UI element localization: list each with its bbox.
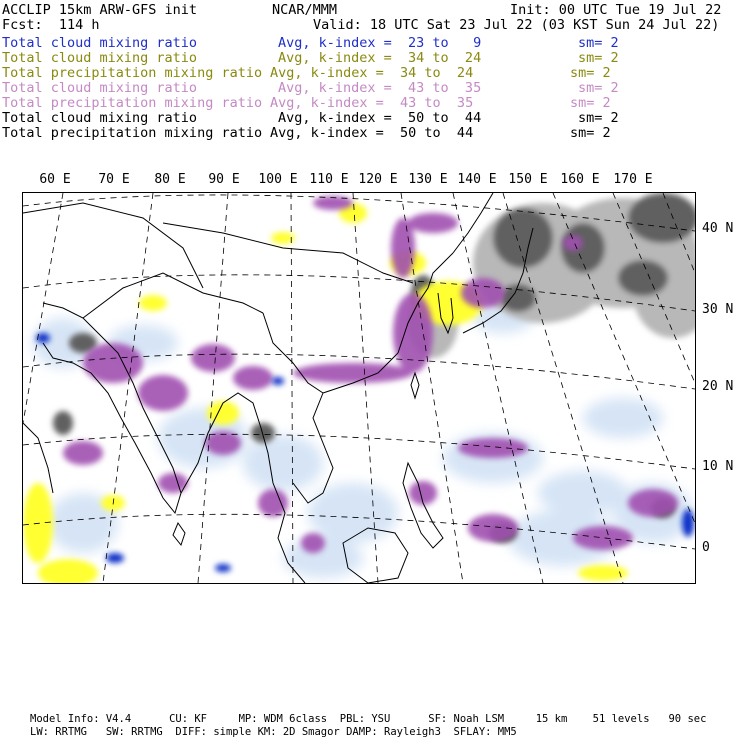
field-1-sm: sm= 2: [578, 35, 619, 51]
meridian-90e: [198, 193, 228, 583]
valid-time: Valid: 18 UTC Sat 23 Jul 22 (03 KST Sun 24 Jul 22): [313, 17, 720, 33]
high-cloud-area: [628, 489, 678, 517]
lon-label: 80 E: [154, 172, 186, 187]
meridian-100e: [291, 193, 293, 583]
cloud-top-dark: [53, 411, 73, 435]
field-4-sm: sm= 2: [578, 80, 619, 96]
lon-label: 120 E: [358, 172, 398, 187]
init-time: Init: 00 UTC Tue 19 Jul 22: [510, 2, 722, 18]
field-4-name: Total cloud mixing ratio: [2, 80, 198, 96]
forecast-hour: Fcst: 114 h: [2, 17, 100, 33]
lat-label: 20 N: [702, 379, 734, 394]
field-4-avg: Avg, k-index = 43 to 35: [278, 80, 482, 96]
field-7-sm: sm= 2: [570, 125, 611, 141]
high-cloud-area: [408, 213, 458, 233]
lat-label: 10 N: [702, 459, 734, 474]
low-cloud-spot: [106, 553, 124, 563]
model-title: ACCLIP 15km ARW-GFS init: [2, 2, 198, 18]
lon-label: 110 E: [309, 172, 349, 187]
model-info-line-2: LW: RRTMG SW: RRTMG DIFF: simple KM: 2D Smagor DAMP: Rayleigh3 SFLAY: MM5: [30, 726, 517, 738]
field-6-name: Total cloud mixing ratio: [2, 110, 198, 126]
field-1-name: Total cloud mixing ratio: [2, 35, 198, 51]
field-7-name: Total precipitation mixing ratio: [2, 125, 263, 141]
lon-label: 90 E: [208, 172, 240, 187]
cloud-top-dark: [618, 260, 668, 296]
border-mongolia: [163, 223, 413, 283]
field-6-avg: Avg, k-index = 50 to 44: [278, 110, 482, 126]
lon-label: 150 E: [508, 172, 548, 187]
cloud-top-dark: [251, 423, 275, 443]
field-5-name: Total precipitation mixing ratio: [2, 95, 263, 111]
high-cloud-area: [563, 235, 583, 251]
lon-label: 70 E: [98, 172, 130, 187]
field-5-sm: sm= 2: [570, 95, 611, 111]
field-7-avg: Avg, k-index = 50 to 44: [270, 125, 474, 141]
parallel-10n: [23, 434, 695, 469]
border-himalaya: [83, 273, 263, 318]
coast-arabia: [23, 423, 53, 493]
high-cloud-area: [83, 343, 143, 383]
field-1-avg: Avg, k-index = 23 to 9: [278, 35, 482, 51]
high-cloud-area: [301, 533, 325, 553]
lat-label: 30 N: [702, 302, 734, 317]
field-3-name: Total precipitation mixing ratio: [2, 65, 263, 81]
low-cloud-spot: [682, 509, 694, 537]
field-2-sm: sm= 2: [578, 50, 619, 66]
lon-label: 100 E: [258, 172, 298, 187]
high-cloud-area: [458, 438, 528, 458]
low-cloud-area: [583, 398, 663, 438]
lon-label: 160 E: [560, 172, 600, 187]
lat-label: 40 N: [702, 221, 734, 236]
cloud-top-dark: [628, 193, 695, 243]
mid-cloud-area: [38, 559, 98, 583]
high-cloud-area: [393, 293, 433, 373]
high-cloud-area: [63, 441, 103, 465]
org-label: NCAR/MMM: [272, 2, 338, 18]
map-panel: [22, 192, 696, 584]
field-2-avg: Avg, k-index = 34 to 24: [278, 50, 482, 66]
meridian-70e: [23, 193, 63, 423]
lon-label: 60 E: [39, 172, 71, 187]
low-cloud-area: [243, 435, 323, 491]
coast-taiwan: [411, 373, 419, 398]
coast-sri-lanka: [173, 523, 185, 545]
lon-label: 140 E: [457, 172, 497, 187]
mid-cloud-area: [578, 565, 628, 581]
forecast-map: [23, 193, 695, 583]
high-cloud-area: [258, 489, 288, 517]
high-cloud-area: [461, 278, 505, 308]
high-cloud-area: [233, 366, 273, 390]
low-cloud-spot: [272, 377, 284, 385]
cloud-top-dark: [500, 284, 536, 312]
field-6-sm: sm= 2: [578, 110, 619, 126]
high-cloud-area: [158, 473, 188, 493]
mid-cloud-area: [139, 295, 167, 311]
high-cloud-area: [573, 526, 633, 550]
lon-label: 170 E: [613, 172, 653, 187]
model-info-line-1: Model Info: V4.4 CU: KF MP: WDM 6class PBL: YSU SF: Noah LSM 15 km 51 levels 90 sec: [30, 713, 707, 725]
lat-label: 0: [702, 540, 710, 555]
low-cloud-spot: [215, 564, 231, 572]
high-cloud-area: [191, 344, 235, 372]
field-5-avg: Avg, k-index = 43 to 35: [270, 95, 474, 111]
high-cloud-area: [138, 375, 188, 411]
field-3-avg: Avg, k-index = 34 to 24: [270, 65, 474, 81]
coast-philippines: [403, 463, 443, 548]
high-cloud-area: [293, 363, 413, 383]
border-kazakhstan: [23, 203, 203, 288]
lon-label: 130 E: [408, 172, 448, 187]
low-cloud-area: [308, 483, 398, 543]
field-2-name: Total cloud mixing ratio: [2, 50, 198, 66]
field-3-sm: sm= 2: [570, 65, 611, 81]
